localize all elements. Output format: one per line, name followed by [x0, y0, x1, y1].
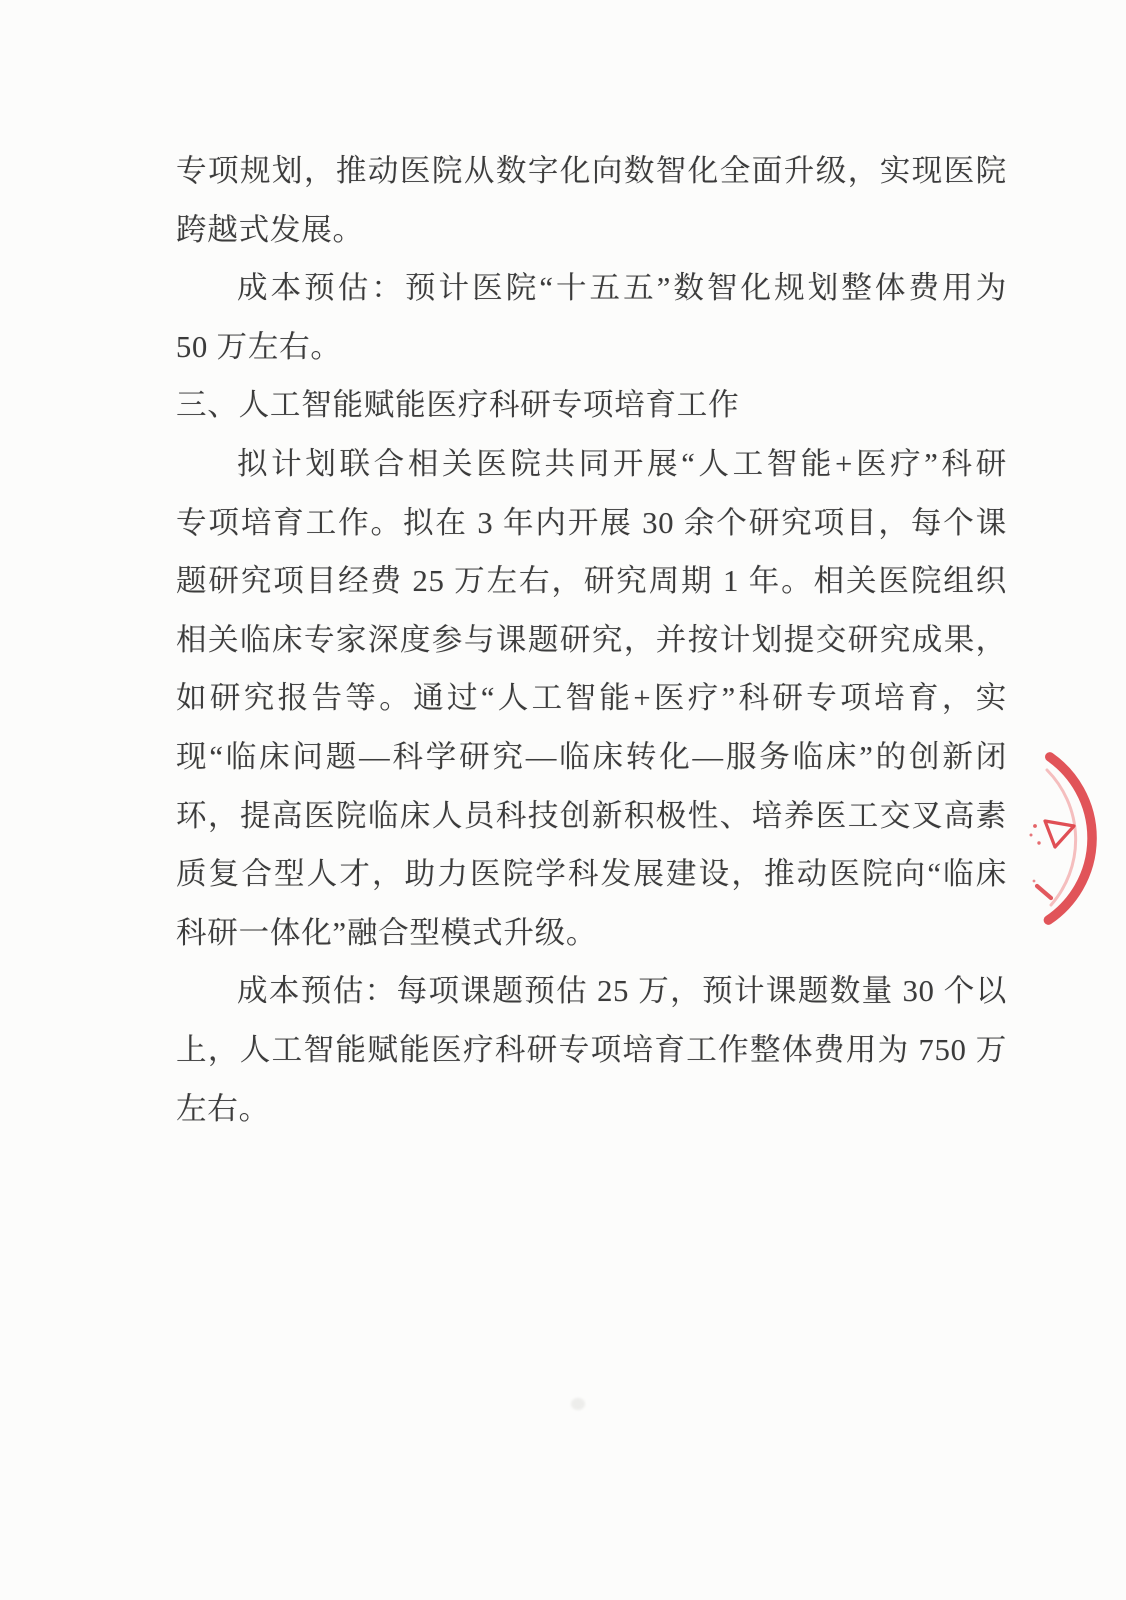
seal-star-point — [1045, 821, 1074, 847]
text-line: 题研究项目经费 25 万左右，研究周期 1 年。相关医院组织 — [176, 564, 1007, 599]
text-line: 专项培育工作。拟在 3 年内开展 30 余个研究项目，每个课 — [176, 505, 1007, 540]
text-line: 左右。 — [176, 1091, 270, 1126]
text-line: 如研究报告等。通过“人工智能+医疗”科研专项培育，实 — [176, 681, 1007, 716]
text-line: 现“临床问题—科学研究—临床转化—服务临床”的创新闭 — [176, 739, 1007, 774]
seal-ink-speck — [1033, 824, 1037, 828]
text-line: 50 万左右。 — [176, 329, 342, 364]
seal-ink-speck — [1030, 834, 1033, 837]
seal-ink-dash — [1037, 886, 1051, 898]
text-block — [176, 142, 1007, 1138]
seal-arc — [1048, 757, 1092, 920]
seal-ink-speck — [1037, 841, 1040, 844]
text-line: 成本预估：每项课题预估 25 万，预计课题数量 30 个以 — [237, 974, 1007, 1009]
text-line: 上，人工智能赋能医疗科研专项培育工作整体费用为 750 万 — [176, 1032, 1007, 1067]
text-line: 跨越式发展。 — [176, 212, 364, 247]
seal-ink-speck — [1033, 880, 1036, 883]
text-line: 拟计划联合相关医院共同开展“人工智能+医疗”科研 — [237, 446, 1007, 481]
text-line: 专项规划，推动医院从数字化向数智化全面升级，实现医院 — [176, 154, 1007, 188]
text-line: 环，提高医院临床人员科技创新积极性、培养医工交叉高素 — [176, 798, 1007, 833]
section-heading: 三、人工智能赋能医疗科研专项培育工作 — [176, 388, 740, 423]
seal-arc-texture — [1047, 770, 1076, 905]
text-line: 相关临床专家深度参与课题研究，并按计划提交研究成果， — [176, 622, 1007, 657]
text-line: 科研一体化”融合型模式升级。 — [176, 915, 598, 950]
text-line: 质复合型人才，助力医院学科发展建设，推动医院向“临床 — [176, 857, 1007, 892]
text-line: 成本预估：预计医院“十五五”数智化规划整体费用为 — [237, 271, 1007, 306]
scan-smudge — [571, 1398, 585, 1410]
